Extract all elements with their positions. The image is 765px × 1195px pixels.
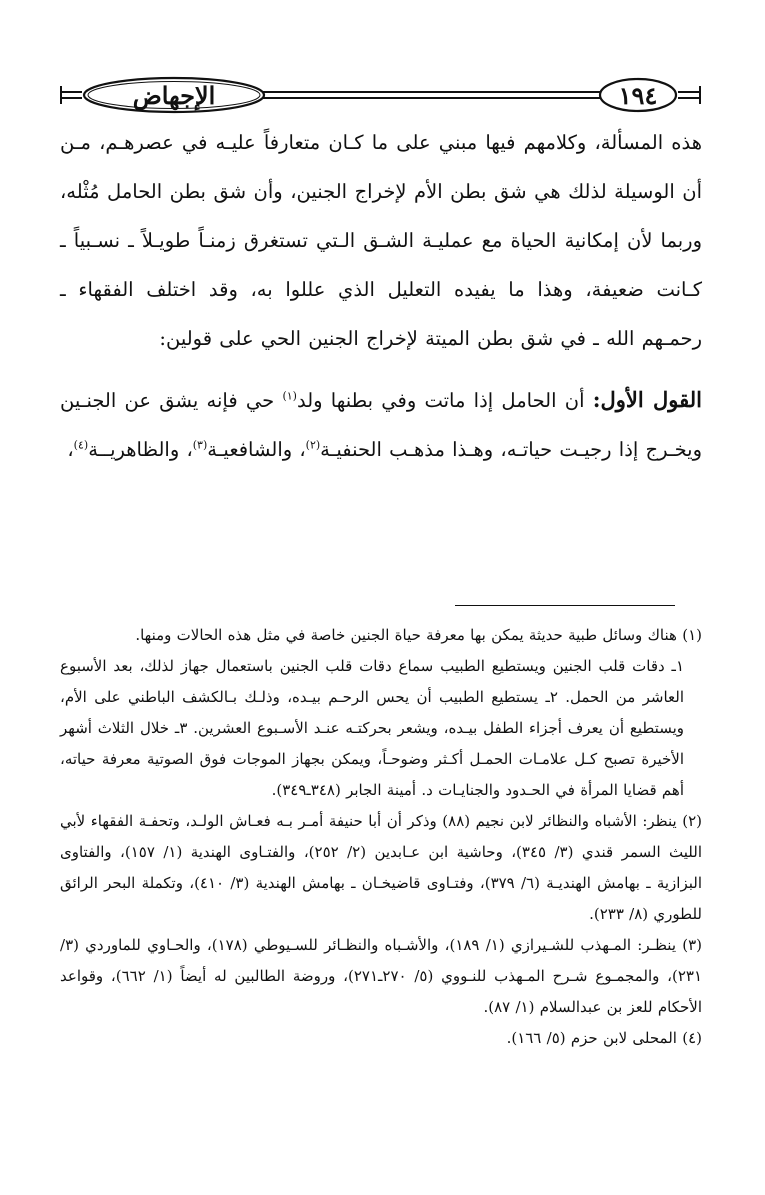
paragraph-1: هذه المسألة، وكلامهم فيها مبني على ما كـان متعارفاً عليـه في عصرهـم، مـن أن الوسيلة لذلك هي شق بطن الأم لإخراج الجنين، وأن شق بطن الحامل مُثْله، وربما لأن إمكانية الحياة مع عمليـة الشـق الـتي تستغرق زمنـاً طويـلاً ـ نسـبياً ـ كـانت ضعيفة، وهذا ما يفيده التعليل الذي عللوا به، وقد اختلف الفقهاء ـ رحمـهم الله ـ في شق بطن الميتة لإخراج الجنين الحي على قولين: [60, 131, 702, 350]
footnote-1-body: ١ـ دقات قلب الجنين ويستطيع الطبيب سماع دقات قلب الجنين باستعمال جهاز لذلك، بعد الأسبوع العاشر من الحمل. ٢ـ يستطيع الطبيب أن يحس الرحـم بيـده، وذلـك بـالكشف الباطني على الأم، ويستطيع أن يعرف أجزاء الطفل بيـده، ويشعر بحركتـه عنـد الأسـبوع العشرين. ٣ـ خلال الثلاث أشهر الأخيرة تصبح كـل علامـات الحمـل أكـثر وضوحـاً، ويمكن بجهاز الموجات فوق الصوتية معرفة حياته، أهم قضايا المرأة في الحـدود والجنايـات د. أمينة الجابر (٣٤٨ـ٣٤٩). [60, 657, 684, 799]
footnote-3: (٣) ينظـر: المـهذب للشـيرازي (١/ ١٨٩)، والأشـباه والنظـائر للسـيوطي (١٧٨)، والحـاوي للماوردي (٣/ ٢٣١)، والمجمـوع شـرح المـهذب للنـووي (٥/ ٢٧٠ـ٢٧١)، وروضة الطالبين له أيضاً (١/ ٦٦٢)، وقواعد الأحكام للعز بن عبدالسلام (١/ ٨٧). [60, 936, 703, 1016]
footnote-ref-3: (٣) [192, 438, 208, 452]
footnote-ref-4: (٤) [73, 438, 89, 452]
main-text [60, 118, 702, 474]
paragraph-2-text-d: ، والظاهريــة [88, 438, 193, 461]
paragraph-2 [60, 375, 702, 474]
page-number: ١٩٤ [618, 81, 658, 110]
footnote-4: (٤) المحلى لابن حزم (٥/ ١٦٦). [506, 1029, 702, 1047]
page-header [60, 76, 702, 116]
paragraph-2-text-e: ، [67, 438, 74, 461]
paragraph-2-text-c: ، والشافعيـة [207, 438, 306, 461]
footnote-2: (٢) ينظر: الأشباه والنظائر لابن نجيم (٨٨) وذكر أن أبا حنيفة أمـر بـه فعـاش الولـد، وتحفـة الفقهاء لأبي الليث السمر قندي (٣/ ٣٤٥)، وحاشية ابن عـابدين (٢/ ٢٥٢)، والفتـاوى الهندية (١/ ١٥٧)، والفتاوى البزازية ـ بهامش الهنديـة (٦/ ٣٧٩)، وفتـاوى قاضيخـان ـ بهامش الهندية (٣/ ٤١٠)، وتكملة البحر الرائق للطوري (٨/ ٢٣٣). [60, 812, 703, 923]
footnote-separator [455, 605, 675, 606]
paragraph-2-text-a: أن الحامل إذا ماتت وفي بطنها ولد [296, 389, 593, 412]
footnotes [60, 620, 702, 1054]
footnote-ref-1: (١) [282, 389, 297, 403]
footnote-1-intro: (١) هناك وسائل طبية حديثة يمكن بها معرفة حياة الجنين خاصة في مثل هذه الحالات ومنها. [135, 626, 702, 644]
paragraph-2-text-b: حي فإنه يشق عن الجنـين ويخـرج إذا رجيـت حياتـه، وهـذا مذهـب الحنفيـة [60, 389, 702, 461]
chapter-title: الإجهاض [132, 81, 216, 110]
footnote-ref-2: (٢) [305, 438, 321, 452]
first-opinion-heading: القول الأول: [592, 387, 702, 412]
